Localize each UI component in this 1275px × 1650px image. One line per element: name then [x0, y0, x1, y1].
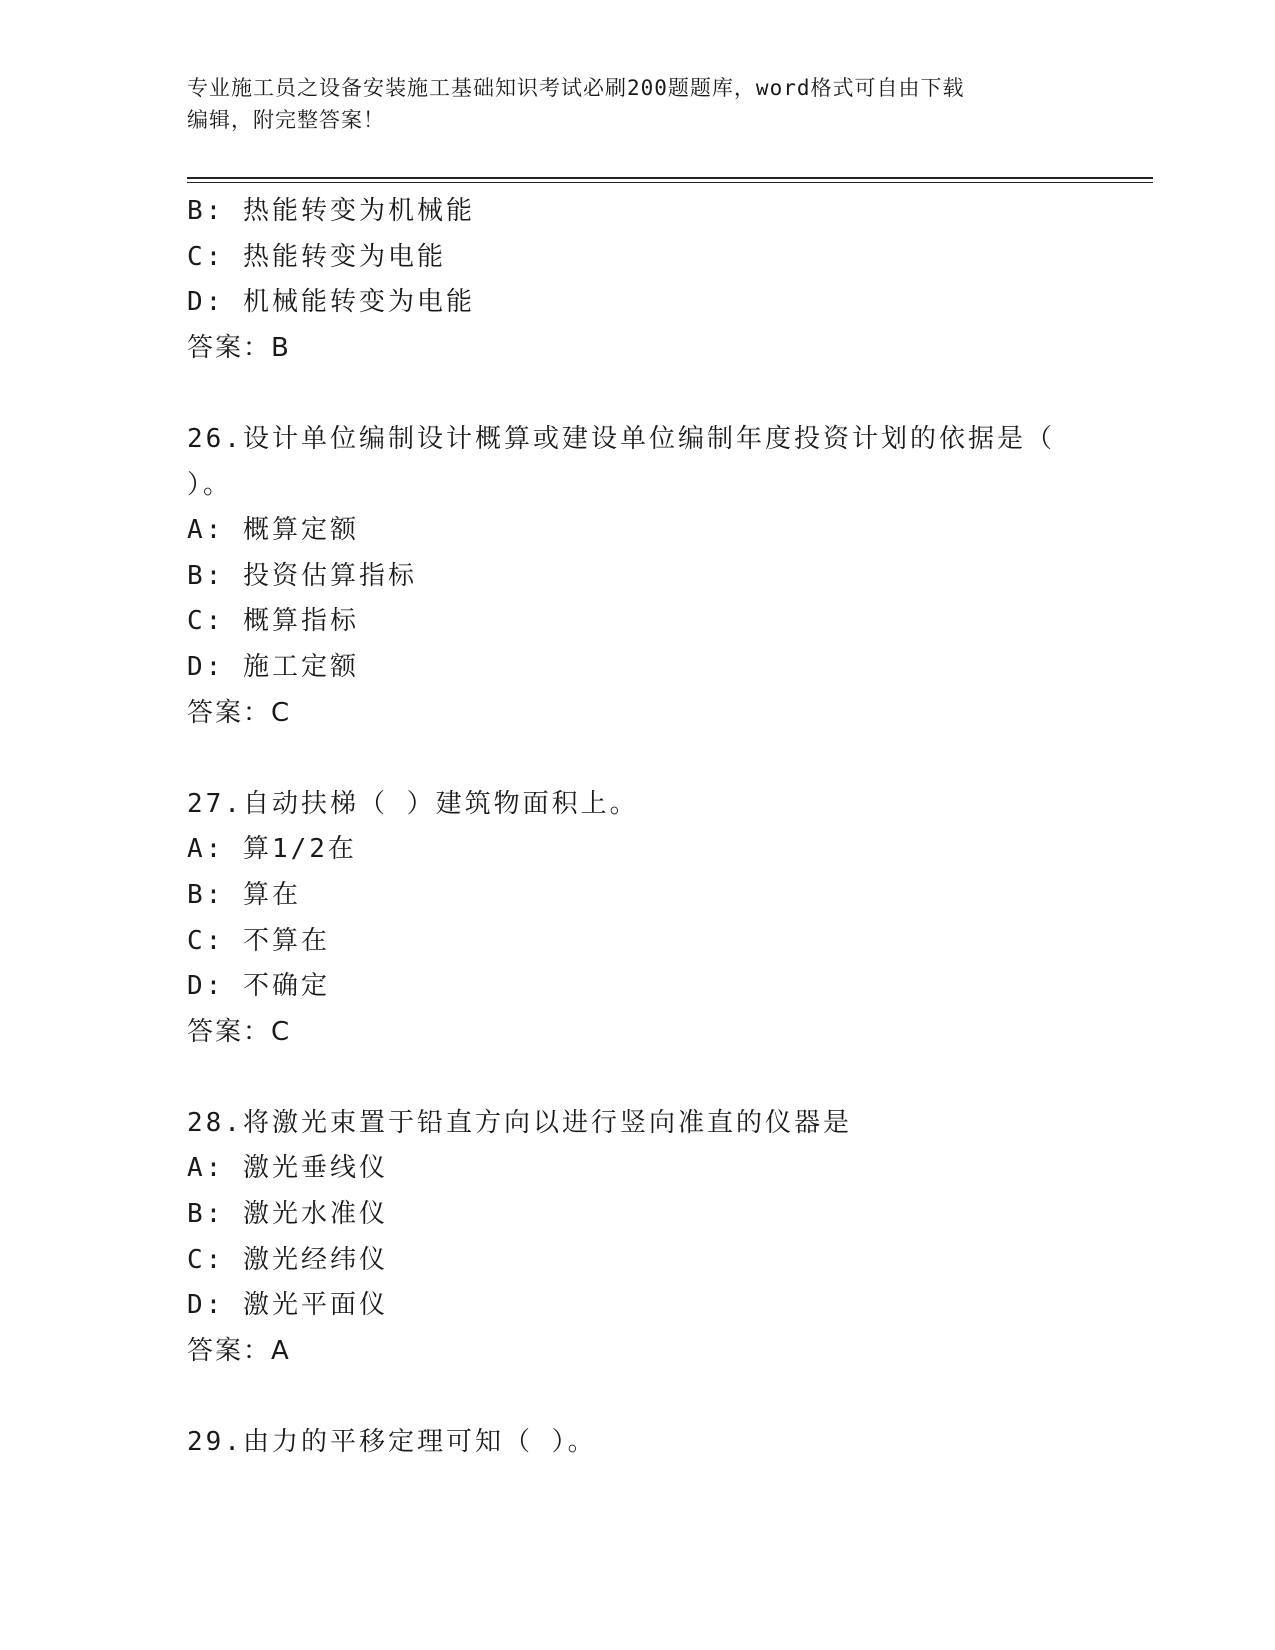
answer-line: 答案：C	[187, 697, 292, 728]
question-25-block	[187, 189, 1067, 371]
question-list	[187, 189, 1067, 1466]
answer-line: 答案：A	[187, 1335, 291, 1366]
header-title-line-1: 专业施工员之设备安装施工基础知识考试必刷200题题库，word格式可自由下载	[187, 76, 965, 100]
option-c: C: 不算在	[187, 925, 330, 956]
option-c: C: 概算指标	[187, 606, 359, 637]
option-b: B: 算在	[187, 879, 301, 910]
option-d: D: 不确定	[187, 971, 330, 1002]
header-divider-thin	[187, 182, 1153, 183]
option-a: A: 概算定额	[187, 515, 359, 546]
question-text: 26.设计单位编制设计概算或建设单位编制年度投资计划的依据是（	[187, 423, 1055, 454]
option-b: B: 热能转变为机械能	[187, 196, 475, 226]
option-a: A: 激光垂线仪	[187, 1153, 388, 1184]
question-27-block	[187, 782, 1067, 1056]
answer-line: 答案：C	[187, 1016, 292, 1047]
question-text: 29.由力的平移定理可知（ ）。	[187, 1427, 597, 1458]
question-text-continued: ）。	[187, 469, 233, 500]
option-d: D: 激光平面仪	[187, 1290, 388, 1321]
answer-line: 答案：B	[187, 332, 291, 363]
spacer	[187, 371, 1067, 417]
option-d: D: 机械能转变为电能	[187, 287, 475, 318]
spacer	[187, 1055, 1067, 1101]
option-d: D: 施工定额	[187, 651, 359, 682]
option-b: B: 投资估算指标	[187, 560, 417, 591]
spacer	[187, 736, 1067, 782]
question-29-block	[187, 1420, 1067, 1466]
question-text: 28.将激光束置于铅直方向以进行竖向准直的仪器是	[187, 1107, 852, 1138]
option-c: C: 激光经纬仪	[187, 1244, 388, 1275]
document-header	[187, 72, 1067, 136]
question-text: 27.自动扶梯（ ）建筑物面积上。	[187, 788, 639, 819]
spacer	[187, 1374, 1067, 1420]
question-28-block	[187, 1101, 1067, 1375]
header-divider	[187, 177, 1153, 179]
option-b: B: 激光水准仪	[187, 1199, 388, 1230]
header-title-line-2: 编辑，附完整答案！	[187, 108, 385, 132]
option-a: A: 算1/2在	[187, 834, 357, 865]
question-26-block	[187, 417, 1067, 736]
option-c: C: 热能转变为电能	[187, 241, 446, 272]
